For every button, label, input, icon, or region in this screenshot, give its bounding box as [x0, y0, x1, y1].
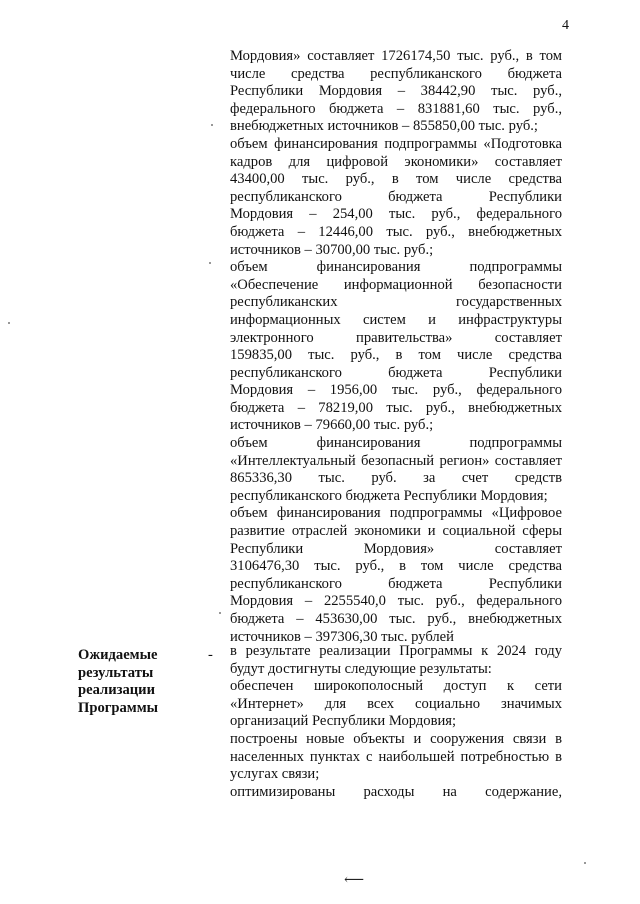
text-line: Республики Мордовия» составляет — [230, 540, 562, 557]
text-line: республиканских государственных — [230, 294, 562, 311]
text-line: источников – 79660,00 тыс. руб.; — [230, 417, 434, 434]
text-line: Мордовия – 2255540,0 тыс. руб., федерального — [230, 593, 562, 610]
text-line: 43400,00 тыс. руб., в том числе средства — [230, 171, 562, 188]
text-line: Мордовия – 1956,00 тыс. руб., федерального — [230, 382, 562, 399]
text-line: республиканского бюджета Республики — [230, 364, 562, 381]
text-line: «Интеллектуальный безопасный регион» составляет — [230, 452, 562, 469]
financing-text — [230, 48, 562, 646]
section-label — [78, 647, 158, 717]
text-line: объем финансирования подпрограммы — [230, 259, 562, 276]
scan-speck — [584, 862, 586, 864]
text-line: объем финансирования подпрограммы «Подготовка — [230, 135, 562, 152]
text-line: построены новые объекты и сооружения связи в — [230, 730, 562, 747]
text-line: «Интернет» для всех социально значимых — [230, 695, 562, 712]
text-line: числе средства республиканского бюджета — [230, 65, 562, 82]
text-line: внебюджетных источников – 855850,00 тыс. руб.; — [230, 118, 538, 135]
text-line: оптимизированы расходы на содержание, — [230, 783, 562, 800]
text-line: республиканского бюджета Республики Мордовия; — [230, 487, 548, 504]
text-line: в результате реализации Программы к 2024 году — [230, 643, 562, 659]
text-line: Мордовия» составляет 1726174,50 тыс. руб., в том — [230, 48, 562, 64]
results-text — [230, 643, 562, 801]
text-line: электронного правительства» составляет — [230, 329, 562, 346]
text-line: организаций Республики Мордовия; — [230, 713, 457, 730]
text-line: развитие отраслей экономики и социальной сферы — [230, 523, 562, 540]
text-line: объем финансирования подпрограммы — [230, 435, 562, 452]
text-line: информационных систем и инфраструктуры — [230, 311, 562, 328]
page-number: 4 — [562, 18, 569, 33]
text-line: обеспечен широкополосный доступ к сети — [230, 678, 562, 695]
scan-speck — [211, 124, 213, 126]
text-line: республиканского бюджета Республики — [230, 575, 562, 592]
dash-separator: - — [208, 647, 213, 663]
text-line: источников – 30700,00 тыс. руб.; — [230, 241, 434, 258]
section-label-line: реализации — [78, 682, 156, 699]
text-line: будут достигнуты следующие результаты: — [230, 660, 492, 677]
text-line: 865336,30 тыс. руб. за счет средств — [230, 470, 562, 487]
text-line: 3106476,30 тыс. руб., в том числе средства — [230, 558, 562, 575]
text-line: федерального бюджета – 831881,60 тыс. руб., — [230, 100, 562, 117]
text-line: населенных пунктах с наибольшей потребностью в — [230, 748, 562, 765]
text-line: Республики Мордовия – 38442,90 тыс. руб., — [230, 83, 562, 100]
section-label-line: результаты — [78, 664, 154, 681]
scan-speck — [8, 322, 10, 324]
text-line: бюджета – 12446,00 тыс. руб., внебюджетных — [230, 223, 562, 240]
text-line: бюджета – 453630,00 тыс. руб., внебюджетных — [230, 611, 562, 627]
text-line: объем финансирования подпрограммы «Цифровое — [230, 505, 562, 522]
text-line: 159835,00 тыс. руб., в том числе средства — [230, 347, 562, 364]
section-label-line: Программы — [78, 699, 159, 716]
scan-speck — [219, 612, 221, 614]
text-line: бюджета – 78219,00 тыс. руб., внебюджетных — [230, 399, 562, 416]
text-line: «Обеспечение информационной безопасности — [230, 276, 562, 293]
text-line: республиканского бюджета Республики — [230, 188, 562, 205]
text-line: Мордовия – 254,00 тыс. руб., федерального — [230, 206, 562, 223]
section-label-line: Ожидаемые — [78, 647, 158, 663]
scan-speck — [209, 262, 211, 264]
text-line: кадров для цифровой экономики» составляет — [230, 153, 562, 170]
text-line: услугах связи; — [230, 766, 320, 783]
text-line: источников – 397306,30 тыс. рублей — [230, 628, 454, 645]
arrow-mark-icon: ⟵ — [344, 873, 365, 888]
